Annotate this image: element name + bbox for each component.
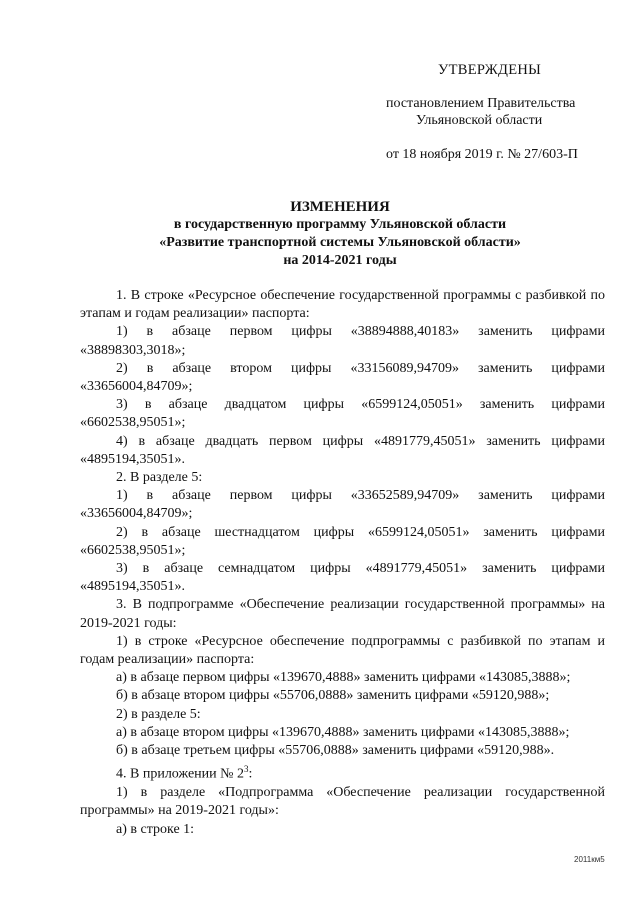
paragraph-3-item-2a: а) в абзаце втором цифры «139670,4888» заменить цифрами «143085,3888»;	[116, 724, 570, 740]
document-code: 2011км5	[574, 855, 605, 864]
appendix-suffix: :	[248, 766, 253, 782]
decree-line-1: постановлением Правительства	[386, 96, 576, 111]
title-subline-3: на 2014-2021 годы	[283, 253, 397, 268]
paragraph-4	[80, 760, 605, 784]
decree-line-2: Ульяновской области	[416, 113, 543, 128]
document-body	[80, 287, 605, 839]
paragraph-2-item-1: 1) в абзаце первом цифры «33652589,94709» заменить цифрами «33656004,84709»;	[80, 488, 605, 522]
approved-heading: УТВЕРЖДЕНЫ	[438, 62, 542, 78]
paragraph-4-item-1a: а) в строке 1:	[116, 821, 195, 837]
paragraph-1-item-2: 2) в абзаце втором цифры «33156089,94709» заменить цифрами «33656004,84709»;	[80, 360, 605, 395]
paragraph-2-item-2: 2) в абзаце шестнадцатом цифры «6599124,05051» заменить цифрами «6602538,95051»;	[80, 524, 605, 558]
paragraph-1-item-1: 1) в абзаце первом цифры «38894888,40183» заменить цифрами «38898303,3018»;	[80, 324, 605, 358]
paragraph-1-item-3: 3) в абзаце двадцатом цифры «6599124,05051» заменить цифрами «6602538,95051»;	[80, 397, 605, 431]
paragraph-1-item-4: 4) в абзаце двадцать первом цифры «4891779,45051» заменить цифрами «4895194,35051».	[80, 433, 605, 467]
paragraph-3-item-1: 1) в строке «Ресурсное обеспечение подпрограммы с разбивкой по этапам и годам реализации» паспорта:	[80, 633, 605, 668]
appendix-prefix: 4. В приложении № 2	[116, 766, 244, 782]
paragraph-1: 1. В строке «Ресурсное обеспечение государственной программы с разбивкой по этапам и годам реализации» паспорта:	[80, 288, 605, 322]
document-title: ИЗМЕНЕНИЯ	[290, 199, 390, 215]
paragraph-2: 2. В разделе 5:	[116, 470, 203, 486]
paragraph-2-item-3: 3) в абзаце семнадцатом цифры «4891779,45051» заменить цифрами «4895194,35051».	[80, 561, 605, 595]
paragraph-3-item-1b: б) в абзаце втором цифры «55706,0888» заменить цифрами «59120,988»;	[116, 688, 550, 704]
paragraph-3: 3. В подпрограмме «Обеспечение реализации государственной программы» на 2019-2021 годы:	[80, 597, 605, 631]
paragraph-3-item-1a: а) в абзаце первом цифры «139670,4888» заменить цифрами «143085,3888»;	[116, 670, 571, 686]
decree-date: от 18 ноября 2019 г. № 27/603-П	[386, 147, 578, 162]
paragraph-4-item-1: 1) в разделе «Подпрограмма «Обеспечение реализации государственной программы» на 2019-2021 годы»:	[80, 785, 605, 819]
appendix-superscript: 3	[244, 764, 249, 775]
title-subline-2: «Развитие транспортной системы Ульяновской области»	[159, 235, 521, 250]
title-subline-1: в государственную программу Ульяновской области	[173, 217, 507, 232]
paragraph-3-item-2: 2) в разделе 5:	[116, 706, 201, 722]
paragraph-3-item-2b: б) в абзаце третьем цифры «55706,0888» заменить цифрами «59120,988».	[116, 743, 555, 759]
